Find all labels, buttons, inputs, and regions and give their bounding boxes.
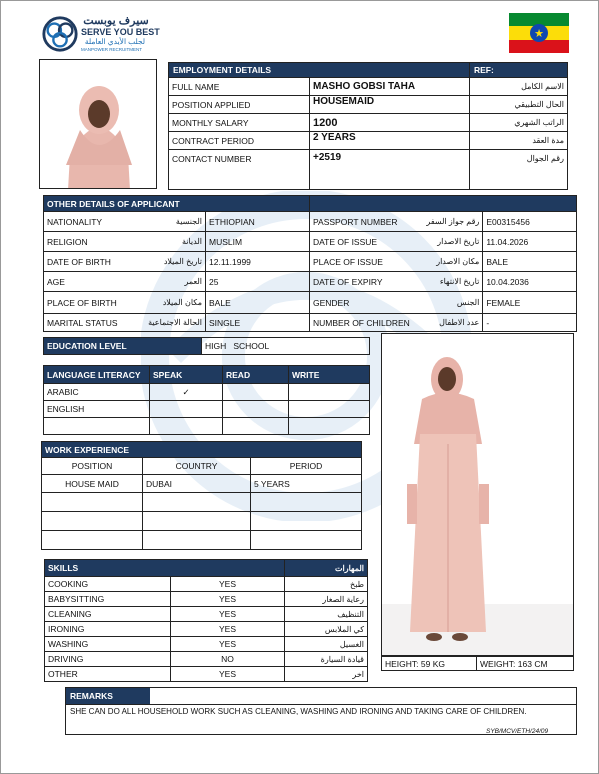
date-of-birth-value: 12.11.1999 xyxy=(206,252,310,272)
skill-row xyxy=(45,667,368,682)
education-table xyxy=(43,337,370,355)
position-applied-arabic: الحال التطبيقي xyxy=(470,96,568,114)
position-column-header: POSITION xyxy=(42,458,143,475)
monthly-salary-arabic: الراتب الشهري xyxy=(470,114,568,132)
skill-arabic: قيادة السيارة xyxy=(285,652,368,667)
work-position: HOUSE MAID xyxy=(42,475,143,493)
skill-value: YES xyxy=(171,622,285,637)
marital-status-value: SINGLE xyxy=(206,314,310,332)
read-check xyxy=(223,418,289,435)
skill-arabic: رعاية الصغار xyxy=(285,592,368,607)
position-applied-label: POSITION APPLIED xyxy=(169,96,310,114)
company-logo xyxy=(41,14,166,58)
detail-row xyxy=(44,314,577,332)
skill-value: YES xyxy=(171,592,285,607)
date-of-expiry-label: DATE OF EXPIRY xyxy=(310,272,413,292)
read-check xyxy=(223,401,289,418)
brand-arabic-tagline: لجلب الأيدي العاملة xyxy=(84,37,146,46)
work-country: DUBAI xyxy=(143,475,251,493)
passport-number-label: PASSPORT NUMBER xyxy=(310,212,413,232)
work-period xyxy=(251,512,362,531)
measurements-table xyxy=(381,656,574,671)
country-column-header: COUNTRY xyxy=(143,458,251,475)
write-header: WRITE xyxy=(289,366,370,384)
language-literacy-header: LANGUAGE LITERACY xyxy=(44,366,150,384)
language-name xyxy=(44,418,150,435)
work-position xyxy=(42,531,143,550)
full-name-arabic: الاسم الكامل xyxy=(470,78,568,96)
skill-name: COOKING xyxy=(45,577,171,592)
skill-name: BABYSITTING xyxy=(45,592,171,607)
monthly-salary-label: MONTHLY SALARY xyxy=(169,114,310,132)
skills-header: SKILLS xyxy=(45,560,285,577)
religion-arabic: الديانة xyxy=(144,232,206,252)
remarks-divider xyxy=(66,704,576,705)
language-row xyxy=(44,401,370,418)
detail-row xyxy=(44,232,577,252)
height-value: HEIGHT: 59 KG xyxy=(382,657,477,671)
marital-status-label: MARITAL STATUS xyxy=(44,314,144,332)
full-name-label: FULL NAME xyxy=(169,78,310,96)
language-row xyxy=(44,384,370,401)
skill-name: OTHER xyxy=(45,667,171,682)
logo-knot-icon xyxy=(41,14,79,54)
passport-number-value: E00315456 xyxy=(483,212,577,232)
skill-arabic: الغسيل xyxy=(285,637,368,652)
skill-name: WASHING xyxy=(45,637,171,652)
period-column-header: PERIOD xyxy=(251,458,362,475)
contact-number-label: CONTACT NUMBER xyxy=(169,150,310,190)
ref-label: REF: xyxy=(470,63,568,78)
read-header: READ xyxy=(223,366,289,384)
table-row xyxy=(42,531,362,550)
skill-arabic: التنظيف xyxy=(285,607,368,622)
skill-name: DRIVING xyxy=(45,652,171,667)
skill-row xyxy=(45,592,368,607)
detail-row xyxy=(44,292,577,314)
write-check xyxy=(289,401,370,418)
speak-check xyxy=(150,401,223,418)
skill-row xyxy=(45,622,368,637)
age-value: 25 xyxy=(206,272,310,292)
skill-row xyxy=(45,577,368,592)
write-check xyxy=(289,418,370,435)
date-of-expiry-arabic: تاريخ الانتهاء xyxy=(413,272,483,292)
contact-number-arabic: رقم الجوال xyxy=(470,150,568,190)
detail-row xyxy=(44,272,577,292)
skill-arabic: طبخ xyxy=(285,577,368,592)
date-of-issue-label: DATE OF ISSUE xyxy=(310,232,413,252)
skills-table xyxy=(44,559,368,682)
contact-number-value: +2519 xyxy=(310,150,470,190)
place-of-birth-value: BALE xyxy=(206,292,310,314)
religion-value: MUSLIM xyxy=(206,232,310,252)
skill-value: YES xyxy=(171,637,285,652)
place-of-issue-arabic: مكان الاصدار xyxy=(413,252,483,272)
nationality-arabic: الجنسية xyxy=(144,212,206,232)
education-level-label: EDUCATION LEVEL xyxy=(44,338,202,355)
contract-period-value: 2 YEARS xyxy=(310,132,470,150)
work-experience-header: WORK EXPERIENCE xyxy=(42,442,362,458)
skill-value: NO xyxy=(171,652,285,667)
language-name: ARABIC xyxy=(44,384,150,401)
table-row xyxy=(42,475,362,493)
remarks-header: REMARKS xyxy=(66,688,150,704)
weight-value: WEIGHT: 163 CM xyxy=(477,657,574,671)
other-details-header: OTHER DETAILS OF APPLICANT xyxy=(44,196,310,212)
speak-check: ✓ xyxy=(150,384,223,401)
place-of-birth-label: PLACE OF BIRTH xyxy=(44,292,144,314)
age-label: AGE xyxy=(44,272,144,292)
contract-period-label: CONTRACT PERIOD xyxy=(169,132,310,150)
work-period xyxy=(251,493,362,512)
work-country xyxy=(143,512,251,531)
skill-name: CLEANING xyxy=(45,607,171,622)
place-of-issue-value: BALE xyxy=(483,252,577,272)
skill-value: YES xyxy=(171,607,285,622)
nationality-value: ETHIOPIAN xyxy=(206,212,310,232)
detail-row xyxy=(44,212,577,232)
language-row xyxy=(44,418,370,435)
skills-header-arabic: المهارات xyxy=(285,560,368,577)
skill-arabic: كي الملابس xyxy=(285,622,368,637)
marital-status-arabic: الحالة الاجتماعية xyxy=(144,314,206,332)
other-details-header-fill xyxy=(310,196,577,212)
date-of-expiry-value: 10.04.2036 xyxy=(483,272,577,292)
education-level-value: HIGH SCHOOL xyxy=(202,338,370,355)
number-of-children-value: - xyxy=(483,314,577,332)
skill-value: YES xyxy=(171,667,285,682)
brand-name: SERVE YOU BEST xyxy=(81,27,160,37)
work-country xyxy=(143,493,251,512)
ethiopia-flag-icon: ★ xyxy=(509,13,569,53)
date-of-birth-arabic: تاريخ الميلاد xyxy=(144,252,206,272)
monthly-salary-value: 1200 xyxy=(310,114,470,132)
place-of-issue-label: PLACE OF ISSUE xyxy=(310,252,413,272)
table-row xyxy=(42,493,362,512)
contract-period-arabic: مدة العقد xyxy=(470,132,568,150)
reference-code: SYB/MCV/ETH/24/09 xyxy=(486,728,549,735)
brand-arabic-name: سيرف يوبست xyxy=(83,15,149,27)
write-check xyxy=(289,384,370,401)
table-row xyxy=(42,512,362,531)
skill-row xyxy=(45,637,368,652)
employment-details-table xyxy=(168,62,568,190)
speak-check xyxy=(150,418,223,435)
language-table xyxy=(43,365,370,435)
applicant-full-body-photo xyxy=(381,333,574,656)
position-applied-value: HOUSEMAID xyxy=(310,96,470,114)
work-period: 5 YEARS xyxy=(251,475,362,493)
passport-number-arabic: رقم جواز السفر xyxy=(413,212,483,232)
gender-value: FEMALE xyxy=(483,292,577,314)
full-name-value: MASHO GOBSI TAHA xyxy=(310,78,470,96)
language-name: ENGLISH xyxy=(44,401,150,418)
skill-row xyxy=(45,607,368,622)
nationality-label: NATIONALITY xyxy=(44,212,144,232)
number-of-children-label: NUMBER OF CHILDREN xyxy=(310,314,413,332)
skill-row xyxy=(45,652,368,667)
number-of-children-arabic: عدد الاطفال xyxy=(413,314,483,332)
skill-arabic: اخر xyxy=(285,667,368,682)
skill-name: IRONING xyxy=(45,622,171,637)
other-details-table xyxy=(43,195,577,332)
age-arabic: العمر xyxy=(144,272,206,292)
work-position xyxy=(42,512,143,531)
brand-tagline: MANPOWER RECRUITMENT xyxy=(81,47,142,52)
employment-details-header: EMPLOYMENT DETAILS xyxy=(169,63,470,78)
applicant-portrait-photo xyxy=(39,59,157,189)
read-check xyxy=(223,384,289,401)
date-of-issue-arabic: تاريخ الاصدار xyxy=(413,232,483,252)
work-position xyxy=(42,493,143,512)
remarks-text: SHE CAN DO ALL HOUSEHOLD WORK SUCH AS CLEANING, WASHING AND IRONING AND TAKING CARE OF CHILDREN. xyxy=(70,707,527,716)
gender-arabic: الجنس xyxy=(413,292,483,314)
work-period xyxy=(251,531,362,550)
work-country xyxy=(143,531,251,550)
religion-label: RELIGION xyxy=(44,232,144,252)
skill-value: YES xyxy=(171,577,285,592)
date-of-birth-label: DATE OF BIRTH xyxy=(44,252,144,272)
detail-row xyxy=(44,252,577,272)
gender-label: GENDER xyxy=(310,292,413,314)
speak-header: SPEAK xyxy=(150,366,223,384)
date-of-issue-value: 11.04.2026 xyxy=(483,232,577,252)
work-experience-table xyxy=(41,441,362,550)
place-of-birth-arabic: مكان الميلاد xyxy=(144,292,206,314)
